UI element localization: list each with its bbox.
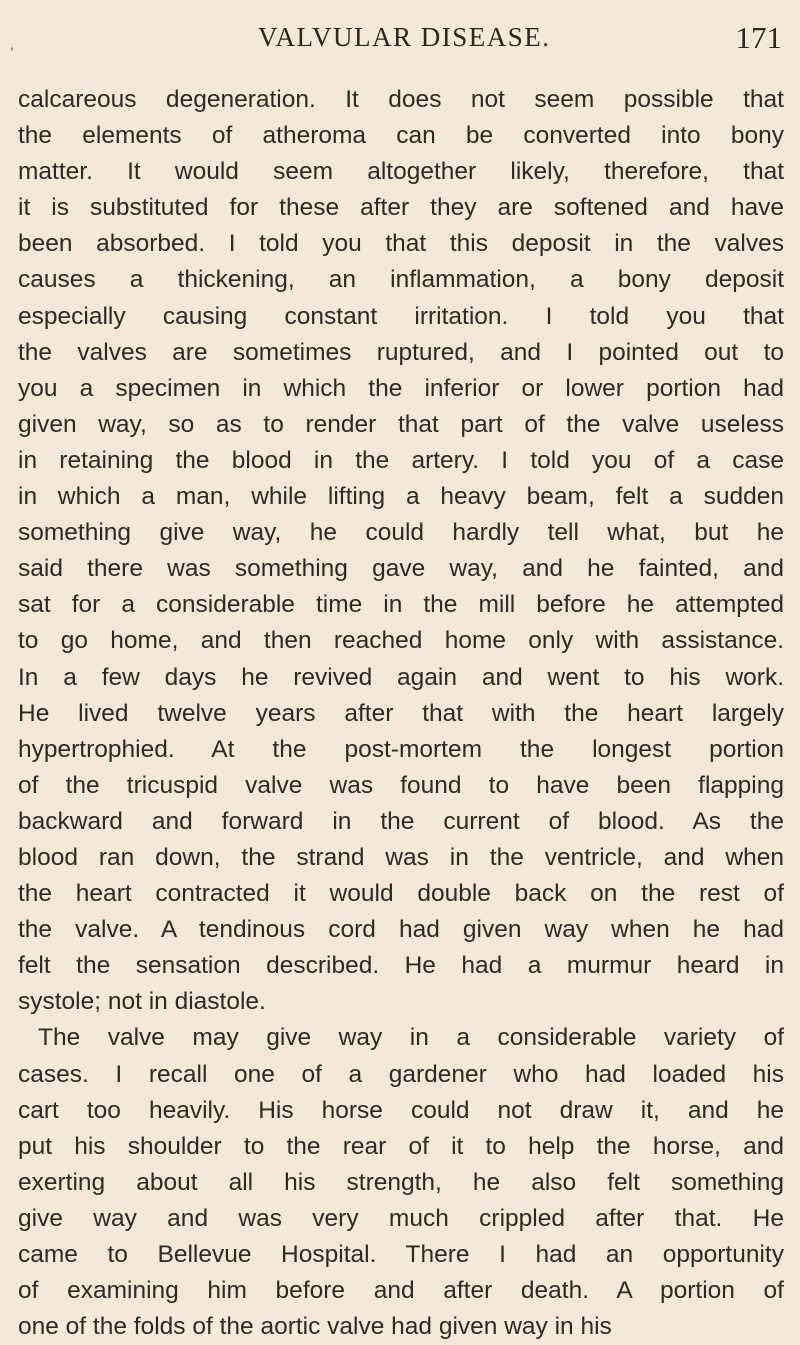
text-line: blood ran down, the strand was in the ventricle, and when [18,843,784,871]
text-line: it is substituted for these after they are softened and have [18,194,784,222]
text-line: exerting about all his strength, he also felt something [18,1168,784,1196]
text-line: in retaining the blood in the artery. I told you of a case [18,446,784,474]
body-text [18,82,784,1345]
text-line: in which a man, while lifting a heavy beam, felt a sudden [18,483,784,511]
text-line: He lived twelve years after that with the heart largely [18,699,784,727]
text-line: sat for a considerable time in the mill before he attempted [18,591,784,619]
text-line: cart too heavily. His horse could not draw it, and he [18,1096,784,1124]
text-line: the valves are sometimes ruptured, and I pointed out to [18,338,784,366]
text-line: hypertrophied. At the post-mortem the longest portion [18,735,784,763]
text-line: something give way, he could hardly tell what, but he [18,519,784,547]
text-line: the valve. A tendinous cord had given way when he had [18,916,784,944]
margin-mark-icon: ‚ [10,36,14,53]
page-number: 171 [735,20,782,55]
text-line: came to Bellevue Hospital. There I had an opportunity [18,1241,784,1268]
text-line: backward and forward in the current of blood. As the [18,807,784,835]
text-line: been absorbed. I told you that this deposit in the valves [18,230,784,258]
text-line: one of the folds of the aortic valve had given way in his [18,1313,612,1341]
text-line: to go home, and then reached home only with assistance. [18,627,784,655]
running-head: VALVULAR DISEASE. [258,22,551,52]
text-line: systole; not in diastole. [18,988,266,1016]
text-line: especially causing constant irritation. I told you that [18,302,784,330]
text-line: causes a thickening, an inflammation, a bony deposit [18,266,784,294]
text-line: you a specimen in which the inferior or lower portion had [18,374,784,402]
text-line: The valve may give way in a considerable variety of [38,1024,784,1052]
text-line: of the tricuspid valve was found to have been flapping [18,771,784,799]
page-header [0,22,800,62]
text-line: put his shoulder to the rear of it to help the horse, and [18,1132,784,1160]
text-line: said there was something gave way, and he fainted, and [18,555,784,583]
text-line: matter. It would seem altogether likely, therefore, that [18,158,784,186]
text-line: In a few days he revived again and went to his work. [18,663,784,691]
text-line: of examining him before and after death. A portion of [18,1277,784,1305]
text-line: the elements of atheroma can be converted into bony [18,122,784,150]
text-line: calcareous degeneration. It does not seem possible that [18,86,784,113]
text-line: give way and was very much crippled after that. He [18,1204,784,1232]
text-line: the heart contracted it would double back on the rest of [18,880,784,908]
text-line: given way, so as to render that part of the valve useless [18,410,784,438]
text-line: cases. I recall one of a gardener who had loaded his [18,1060,784,1088]
text-line: felt the sensation described. He had a murmur heard in [18,952,784,980]
